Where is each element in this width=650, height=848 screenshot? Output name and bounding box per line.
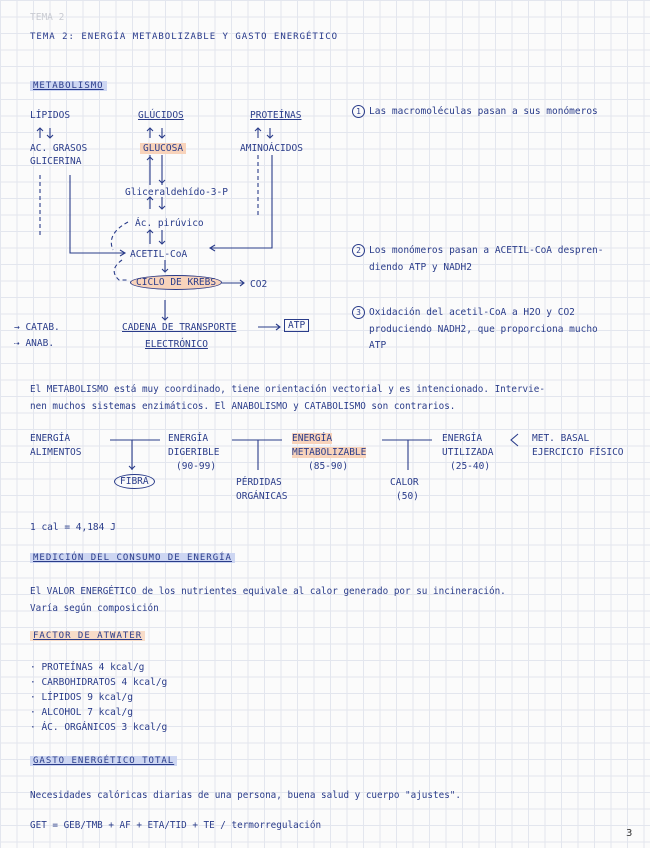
node-ac-grasos: AC. GRASOS bbox=[30, 143, 88, 154]
node-glucidos: GLÚCIDOS bbox=[138, 110, 184, 121]
ef-fibra: FIBRA bbox=[114, 474, 155, 489]
note-2 bbox=[352, 243, 604, 276]
section-medicion: MEDICIÓN DEL CONSUMO DE ENERGÍA bbox=[30, 553, 235, 563]
node-ciclo-krebs: CICLO DE KREBS bbox=[130, 275, 222, 290]
ef-metab-line-3: (85-90) bbox=[308, 461, 349, 472]
ef-calor bbox=[390, 476, 419, 504]
note-2-line-2: diendo ATP y NADH2 bbox=[369, 261, 472, 273]
node-lipidos: LÍPIDOS bbox=[30, 110, 71, 121]
note-3-number: 3 bbox=[352, 306, 365, 319]
legend-anab: ⇢ ANAB. bbox=[14, 338, 55, 349]
ef-met-basal: MET. BASAL bbox=[532, 433, 590, 444]
node-ac-piruvico: Ác. pirúvico bbox=[135, 218, 204, 229]
ef-metab-line-1: ENERGÍA bbox=[292, 433, 333, 444]
atwater-item: · CARBOHIDRATOS 4 kcal/g bbox=[30, 677, 168, 688]
ef-calor-line-2: (50) bbox=[396, 491, 419, 502]
paragraph-line-1: El METABOLISMO está muy coordinado, tiene orientación vectorial y es intencionado. Intervie- bbox=[30, 384, 545, 395]
ef-alimentos bbox=[30, 432, 81, 460]
node-aminoacidos: AMINOÁCIDOS bbox=[240, 143, 303, 154]
ef-utilizada-line-2: UTILIZADA bbox=[442, 447, 494, 458]
ef-perdidas-line-2: ORGÁNICAS bbox=[236, 491, 288, 502]
ef-ejercicio: EJERCICIO FÍSICO bbox=[532, 447, 624, 458]
ef-alimentos-line-2: ALIMENTOS bbox=[30, 447, 82, 458]
node-proteinas: PROTEÍNAS bbox=[250, 110, 302, 121]
ef-perdidas bbox=[236, 476, 287, 504]
node-cadena-1: CADENA DE TRANSPORTE bbox=[122, 322, 237, 333]
ef-digerible-line-2: DIGERIBLE bbox=[168, 447, 220, 458]
atwater-item: · ALCOHOL 7 kcal/g bbox=[30, 707, 133, 718]
note-1-line-1: Las macromoléculas pasan a sus monómeros bbox=[369, 106, 598, 117]
page-title: TEMA 2: ENERGÍA METABOLIZABLE Y GASTO ENERGÉTICO bbox=[30, 32, 339, 42]
note-2-line-1: Los monómeros pasan a ACETIL-CoA despren- bbox=[369, 245, 604, 256]
note-3 bbox=[352, 305, 598, 355]
atwater-item: · ÁC. ORGÁNICOS 3 kcal/g bbox=[30, 722, 168, 733]
paragraph-line-2: nen muchos sistemas enzimáticos. El ANABOLISMO y CATABOLISMO son contrarios. bbox=[30, 400, 456, 412]
node-acetil-coa: ACETIL-CoA bbox=[130, 249, 188, 260]
legend-catab: → CATAB. bbox=[14, 322, 60, 333]
section-atwater: FACTOR DE ATWATER bbox=[30, 631, 145, 641]
ef-utilizada bbox=[442, 432, 493, 474]
get-formula: GET = GEB/TMB + AF + ETA/TID + TE / termorregulación bbox=[30, 820, 322, 831]
ef-digerible-line-1: ENERGÍA bbox=[168, 433, 209, 444]
section-metabolismo-label: METABOLISMO bbox=[30, 81, 107, 91]
cal-conversion: 1 cal = 4,184 J bbox=[30, 522, 116, 533]
ef-utilizada-line-1: ENERGÍA bbox=[442, 433, 483, 444]
node-atp: ATP bbox=[284, 319, 309, 332]
ef-perdidas-line-1: PÉRDIDAS bbox=[236, 477, 282, 488]
note-1 bbox=[352, 104, 598, 121]
medicion-line-1: El VALOR ENERGÉTICO de los nutrientes equivale al calor generado por su incineración. bbox=[30, 586, 506, 597]
atwater-list bbox=[30, 660, 167, 735]
metabolism-paragraph bbox=[30, 382, 545, 415]
medicion-line-2: Varía según composición bbox=[30, 602, 159, 614]
ef-metabolizable bbox=[292, 432, 366, 474]
ef-alimentos-line-1: ENERGÍA bbox=[30, 433, 71, 444]
ef-utilizada-detail bbox=[532, 432, 624, 460]
node-glicerina: GLICERINA bbox=[30, 156, 82, 167]
faint-header: TEMA 2 bbox=[30, 12, 65, 23]
gasto-text: Necesidades calóricas diarias de una persona, buena salud y cuerpo "ajustes". bbox=[30, 790, 461, 801]
node-cadena-2: ELECTRÓNICO bbox=[145, 339, 208, 350]
page-number: 3 bbox=[626, 828, 633, 839]
note-3-line-2: produciendo NADH2, que proporciona mucho bbox=[369, 323, 598, 335]
ef-digerible bbox=[168, 432, 219, 474]
note-1-number: 1 bbox=[352, 105, 365, 118]
atwater-item: · LÍPIDOS 9 kcal/g bbox=[30, 692, 133, 703]
node-co2: CO2 bbox=[250, 279, 268, 290]
ef-calor-line-1: CALOR bbox=[390, 477, 419, 488]
ef-utilizada-line-3: (25-40) bbox=[450, 461, 491, 472]
node-gliceraldehido: Gliceraldehído-3-P bbox=[125, 187, 228, 198]
ef-digerible-line-3: (90-99) bbox=[176, 461, 217, 472]
atwater-item: · PROTEÍNAS 4 kcal/g bbox=[30, 662, 145, 673]
note-3-line-1: Oxidación del acetil-CoA a H2O y CO2 bbox=[369, 307, 575, 318]
node-glucosa: GLUCOSA bbox=[140, 143, 186, 154]
ef-metab-line-2: METABOLIZABLE bbox=[292, 447, 367, 458]
note-2-number: 2 bbox=[352, 244, 365, 257]
note-3-line-3: ATP bbox=[369, 340, 387, 351]
medicion-text bbox=[30, 584, 506, 617]
section-gasto: GASTO ENERGÉTICO TOTAL bbox=[30, 756, 177, 766]
